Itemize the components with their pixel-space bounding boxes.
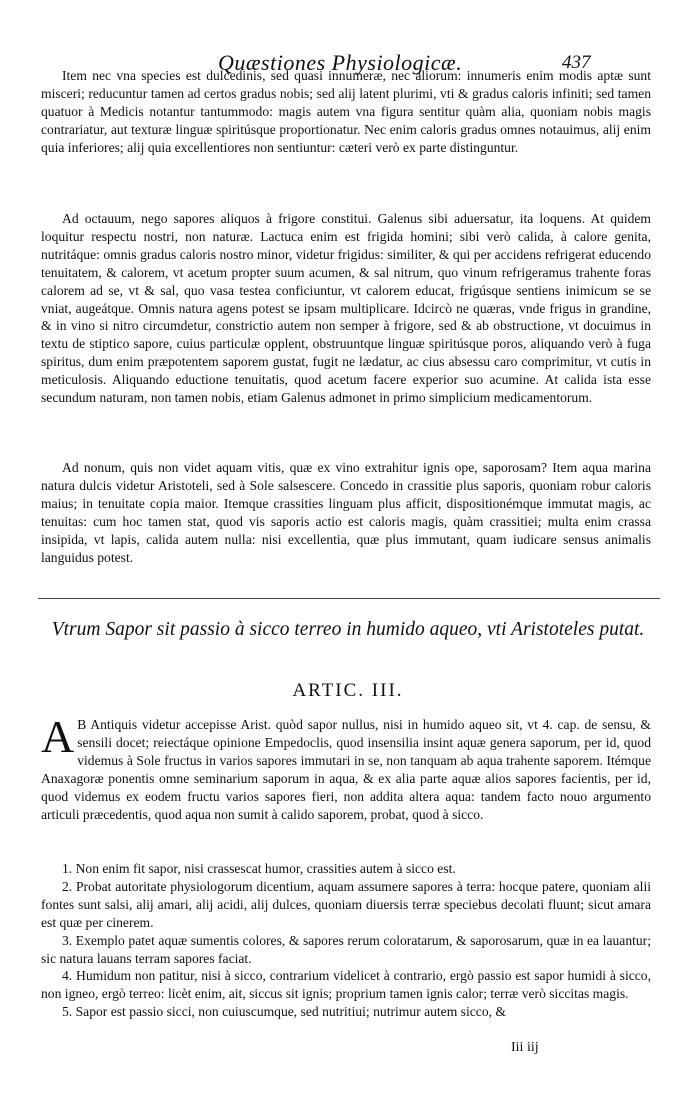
paragraph-4: [41, 711, 651, 823]
paragraph-3: [41, 459, 651, 566]
paragraph-1-text: Item nec vna species est dulcedinis, sed quasi innumeræ, nec aliorum: innumeris enim modis aptæ sunt misceri; reducuntur tamen ad certos gradus nobis; sed alij latent plurimi, vti & gradus caloris infiniti; sed tamen quatuor à Medicis notantur tantummodo: magis autem vna figura sentitur quàm alia, quoniam nobis magis contrariatur, aut texturæ linguæ spiritúsque proportionatur. Nec enim caloris gradus omnes notauimus, alij enim quia inferiores; alij quia excellentiores non sentiuntur: cæteri verò ex parte distinguntur.: [41, 68, 651, 155]
paragraph-1: [41, 67, 651, 157]
numbered-item: 5. Sapor est passio sicci, non cuiuscumque, sed nutritiui; nutrimur autem sicco, &: [62, 1004, 506, 1020]
page-number: 437: [562, 52, 591, 73]
numbered-arguments: [41, 860, 651, 1021]
numbered-item: 4. Humidum non patitur, nisi à sicco, contrarium videlicet à contrario, ergò passio est sapor humidi à sicco, non igneo, ergò terreo: licèt enim, ait, siccus sit ignis; proprium tamen ignis calor; terræ verò siccitas magis.: [41, 968, 651, 1002]
paragraph-2: [41, 210, 651, 407]
paragraph-3-text: Ad nonum, quis non videt aquam vitis, quæ ex vino extrahitur ignis ope, saporosam? Item aqua marina natura dulcis videtur Aristoteli, sed à Sole salsescere. Concedo in crassitie plus saporis, quoniam robur caloris maius; in tenuitate copia maior. Itemque crassities linguam plus afficit, dispositionémque immutat magis, ac tenuitas: cum hoc tamen stat, quod vis saporis actio est caloris magis, quàm crassitiei; multa enim crassa insipida, vt lapis, calida autem nulla: nisi excellentia, quæ plus immutant, quam iudicare sensus animalis languidus potest.: [41, 460, 651, 565]
running-title: Quæstiones Physiologicæ.: [218, 50, 463, 75]
paragraph-4-text: B Antiquis videtur accepisse Arist. quòd sapor nullus, nisi in humido aqueo sit, vt 4. cap. de sensu, & sensili docet; reiectáque opinione Empedoclis, quod insensilia insint aquæ genera saporum, per id, quod videmus à Sole fructus in varios sapores immutari in se, non tanquam ab aqua trahente saporem. Itémque Anaxagoræ ponentis omne seminarium saporum in aqua, & ex alia parte aquæ alios sapores facientis, per id, quod videmus ex eodem fructu varios sapores fieri, non addita altera aqua: tandem facto nouo argumento articuli præcedentis, quod aqua non sumit à calido saporem, probat, quod à sicco.: [41, 717, 651, 822]
drop-cap-initial: A: [41, 711, 75, 762]
numbered-item: 1. Non enim fit sapor, nisi crassescat humor, crassities autem à sicco est.: [62, 861, 456, 876]
paragraph-2-text: Ad octauum, nego sapores aliquos à frigore constitui. Galenus sibi aduersatur, ita loquens. At quidem loquitur respectu nostri, non naturæ. Lactuca enim est frigida homini; sibi verò calida, à calore genita, nutritáque: omnis gradus caloris nostro minor, videtur frigidus: similiter, & qui per accidens refrigerat educendo tenuitatem, & calorem, vt acetum propter suum acumen, & sal nitrum, quo vinum refrigeramus trahente foras calorem ad se, vt & sal, quo vasa testea conficiuntur, vt calorem educat, frigúsque sentiens inimicum se se vniat, augeátque. Omnis natura agens potest se ipsam multiplicare. Idcircò ne quæras, vnde frigus in grandine, & in vino si nitro circumdetur, constrictio autem non semper à frigore, sed & ab obstructione, vt docuimus in textu de stiptico sapore, cuius particulæ opplent, obstruuntque linguæ spiritúsque poros, aliquando verò à fuga spiritus, dum enim præpotentem saporem gustat, fugit ne lædatur, ac cius absessu caro comprimitur, vt cutis in meticulosis. Aliquando eductione tenuitatis, quod acetum facere experior suo acumine. At calida ista esse secundum naturam, non tamen nobis, etiam Galenus admonet in primo simplicium medicamentorum.: [41, 211, 651, 406]
article-question-heading: Vtrum Sapor sit passio à sicco terreo in humido aqueo, vti Aristoteles putat.: [51, 619, 645, 640]
numbered-item: 2. Probat autoritate physiologorum dicentium, aquam assumere sapores à terra: hocque patere, quoniam alii fontes sunt salsi, alij amari, alij acidi, alij dulces, quoniam diuersis terræ speciebus decolati fluunt; sicut amara est quæ per cinerem.: [41, 878, 651, 930]
signature-mark: Iii iij: [511, 1040, 539, 1055]
paragraph-4-body: [41, 711, 651, 823]
numbered-item: 3. Exemplo patet aquæ sumentis colores, & sapores rerum coloratarum, & saporosarum, quæ in ea lauantur; sic natura lauans terram sapores faciat.: [41, 932, 651, 966]
article-number: ARTIC. III.: [292, 680, 404, 701]
section-divider: [38, 598, 660, 599]
